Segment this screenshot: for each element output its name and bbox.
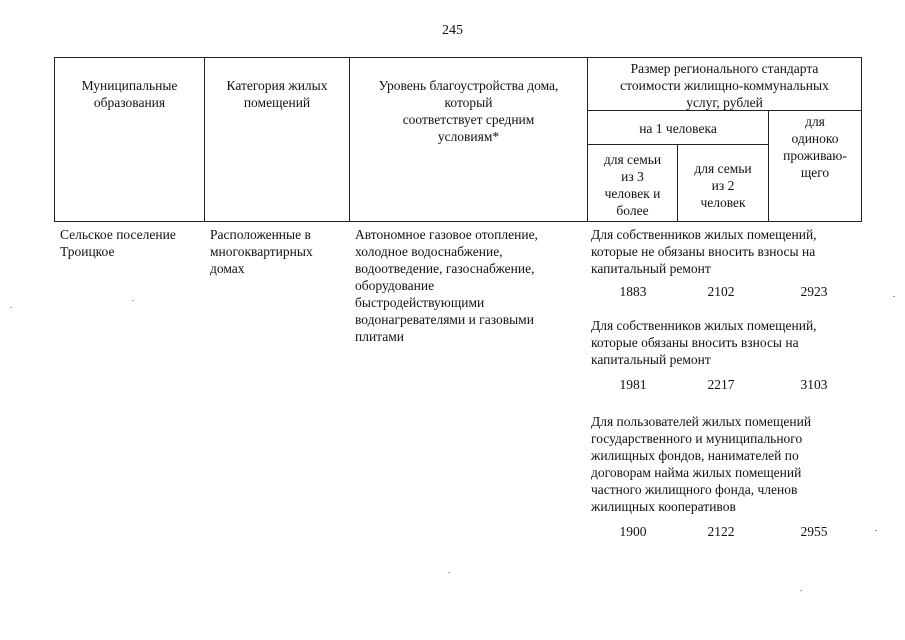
rate-group-capital-repair [591, 317, 866, 393]
header-text: из 3 [621, 169, 644, 184]
header-text: образования [93, 95, 166, 110]
cell-text: государственного и муниципального [591, 431, 803, 446]
cell-text: Для собственников жилых помещений, [591, 227, 817, 242]
header-text: Размер регионального стандарта [630, 61, 819, 76]
scan-speck [893, 296, 895, 297]
row-municipality [60, 226, 204, 260]
rate-group-title [591, 317, 866, 368]
rate-group-tenants [591, 413, 866, 540]
cell-text: Троицкое [60, 244, 115, 259]
cell-text: холодное водоснабжение, [355, 244, 503, 259]
header-text: человек [700, 195, 746, 210]
cell-text: договорам найма жилых помещений [591, 465, 802, 480]
header-text: для семьи [603, 152, 662, 167]
header-text: стоимости жилищно-коммунальных [620, 78, 829, 93]
row-amenity [355, 226, 587, 345]
cell-text: Для пользователей жилых помещений [591, 414, 812, 429]
cell-text: Сельское поселение [60, 227, 176, 242]
cell-text: водоотведение, газоснабжение, [355, 261, 535, 276]
header-text: для [805, 114, 825, 129]
rate-values [591, 523, 866, 540]
header-text: соответствует средним [402, 112, 535, 127]
page-number: 245 [442, 23, 463, 38]
header-amenity [350, 77, 587, 145]
header-text: услуг, рублей [686, 95, 763, 110]
cell-text: которые не обязаны вносить взносы на [591, 244, 816, 259]
header-family3 [588, 151, 677, 219]
scan-speck [132, 300, 134, 301]
rate-group-no-capital-repair [591, 226, 866, 300]
cell-text: водонагревателями и газовыми [355, 312, 534, 327]
row-category [210, 226, 349, 277]
value-single: 2923 [800, 284, 828, 299]
header-category [205, 77, 349, 111]
rate-group-title [591, 226, 866, 277]
cell-text: жилищных фондов, нанимателей по [591, 448, 799, 463]
value-single: 3103 [800, 377, 828, 392]
scan-speck [10, 307, 12, 308]
header-text: для семьи [694, 161, 752, 176]
value-family2: 2217 [707, 377, 735, 392]
rate-group-title [591, 413, 866, 515]
value-family3: 1981 [619, 377, 647, 392]
cell-text: Расположенные в [210, 227, 311, 242]
cell-text: Для собственников жилых помещений, [591, 318, 817, 333]
cell-text: быстродействующими [355, 295, 485, 310]
header-text: человек и [604, 186, 661, 201]
value-family3: 1900 [619, 524, 647, 539]
header-text: проживаю- [783, 148, 847, 163]
table-top-border [54, 57, 861, 58]
header-single [769, 113, 861, 181]
header-text: Уровень благоустройства дома, [378, 78, 559, 93]
header-text: более [616, 203, 649, 218]
header-text: который [444, 95, 493, 110]
cell-text: Автономное газовое отопление, [355, 227, 538, 242]
header-text: одиноко [791, 131, 839, 146]
value-single: 2955 [800, 524, 828, 539]
header-text: условиям* [437, 129, 500, 144]
header-text: Категория жилых [226, 78, 328, 93]
scan-speck [875, 530, 877, 531]
header-family2 [678, 160, 768, 211]
rate-values [591, 283, 866, 300]
cell-text: плитами [355, 329, 405, 344]
value-family3: 1883 [619, 284, 647, 299]
header-text: Муниципальные [81, 78, 178, 93]
value-family2: 2102 [707, 284, 735, 299]
cell-text: капитальный ремонт [591, 352, 711, 367]
header-bottom-border [54, 221, 861, 222]
header-text: на 1 человека [639, 121, 717, 136]
scan-speck [800, 590, 802, 591]
cell-text: которые обязаны вносить взносы на [591, 335, 799, 350]
scan-speck [448, 572, 450, 573]
cell-text: жилищных кооперативов [591, 499, 736, 514]
cell-text: оборудование [355, 278, 435, 293]
cell-text: многоквартирных [210, 244, 313, 259]
cell-text: домах [210, 261, 245, 276]
header-text: щего [800, 165, 830, 180]
header-standard [588, 60, 861, 111]
rate-values [591, 376, 866, 393]
header-municipality [55, 77, 204, 111]
table-right-border [861, 57, 862, 222]
header-text: из 2 [711, 178, 735, 193]
header-per-person [588, 120, 768, 137]
cell-text: частного жилищного фонда, членов [591, 482, 798, 497]
value-family2: 2122 [707, 524, 735, 539]
cell-text: капитальный ремонт [591, 261, 711, 276]
header-text: помещений [243, 95, 311, 110]
